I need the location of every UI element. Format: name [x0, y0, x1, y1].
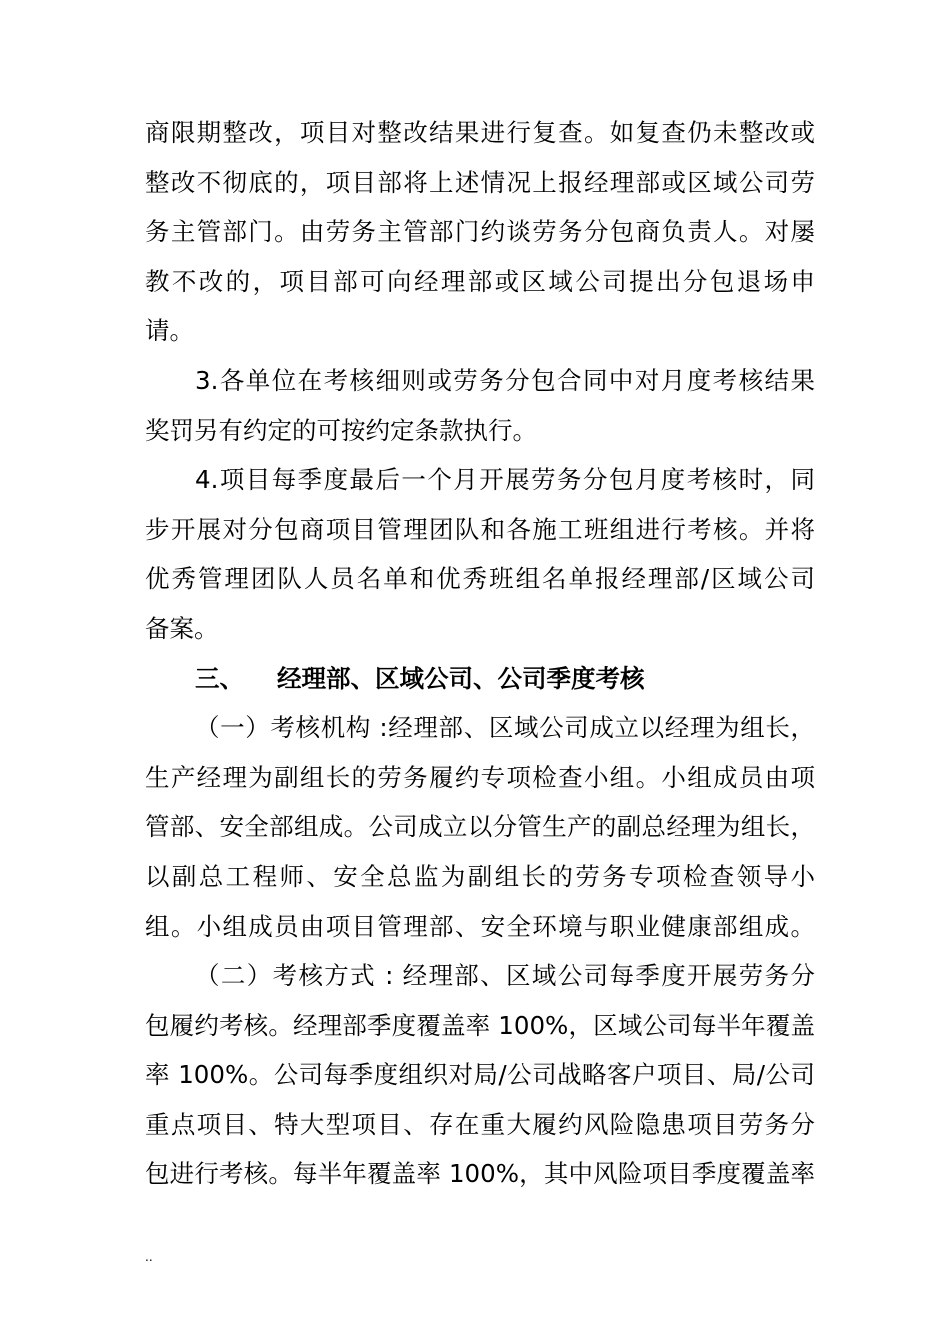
paragraph-line: 生产经理为副组长的劳务履约专项检查小组。小组成员由项 [145, 762, 815, 792]
section-heading [145, 654, 815, 704]
paragraph-line: 组。小组成员由项目管理部、安全环境与职业健康部组成。 [145, 911, 815, 941]
paragraph-line: 重点项目、特大型项目、存在重大履约风险隐患项目劳务分 [145, 1109, 815, 1139]
paragraph-line: 步开展对分包商项目管理团队和各施工班组进行考核。并将 [145, 514, 815, 544]
paragraph-line: 率 100%。公司每季度组织对局/公司战略客户项目、局/公司 [145, 1060, 815, 1090]
paragraph-line: 整改不彻底的，项目部将上述情况上报经理部或区域公司劳 [145, 167, 815, 197]
paragraph-line: 3.各单位在考核细则或劳务分包合同中对月度考核结果 [195, 365, 815, 395]
section-title: 经理部、区域公司、公司季度考核 [277, 663, 645, 693]
paragraph-line: 备案。 [145, 613, 219, 643]
paragraph-line: 务主管部门。由劳务主管部门约谈劳务分包商负责人。对屡 [145, 217, 815, 247]
section-number: 三、 [195, 663, 244, 693]
paragraph-line: （一）考核机构 :经理部、区域公司成立以经理为组长， [195, 713, 815, 743]
paragraph-line: 奖罚另有约定的可按约定条款执行。 [145, 415, 537, 445]
paragraph-line: 教不改的，项目部可向经理部或区域公司提出分包退场申 [145, 266, 815, 296]
paragraph-line: 商限期整改，项目对整改结果进行复查。如复查仍未整改或 [145, 118, 815, 147]
paragraph-line: 以副总工程师、安全总监为副组长的劳务专项检查领导小 [145, 861, 815, 891]
paragraph-line: 管部、安全部组成。公司成立以分管生产的副总经理为组长， [145, 812, 815, 842]
paragraph-line: 请。 [145, 316, 194, 346]
paragraph-line: 4.项目每季度最后一个月开展劳务分包月度考核时，同 [195, 465, 815, 495]
paragraph-line: （二）考核方式 : 经理部、区域公司每季度开展劳务分 [195, 961, 815, 991]
footer-mark: .. [145, 1250, 153, 1264]
paragraph-line: 包进行考核。每半年覆盖率 100%，其中风险项目季度覆盖率 [145, 1159, 815, 1189]
paragraph-line: 优秀管理团队人员名单和优秀班组名单报经理部/区域公司 [145, 564, 815, 594]
paragraph-line: 包履约考核。经理部季度覆盖率 100%，区域公司每半年覆盖 [145, 1010, 815, 1040]
document-body [145, 108, 815, 1199]
